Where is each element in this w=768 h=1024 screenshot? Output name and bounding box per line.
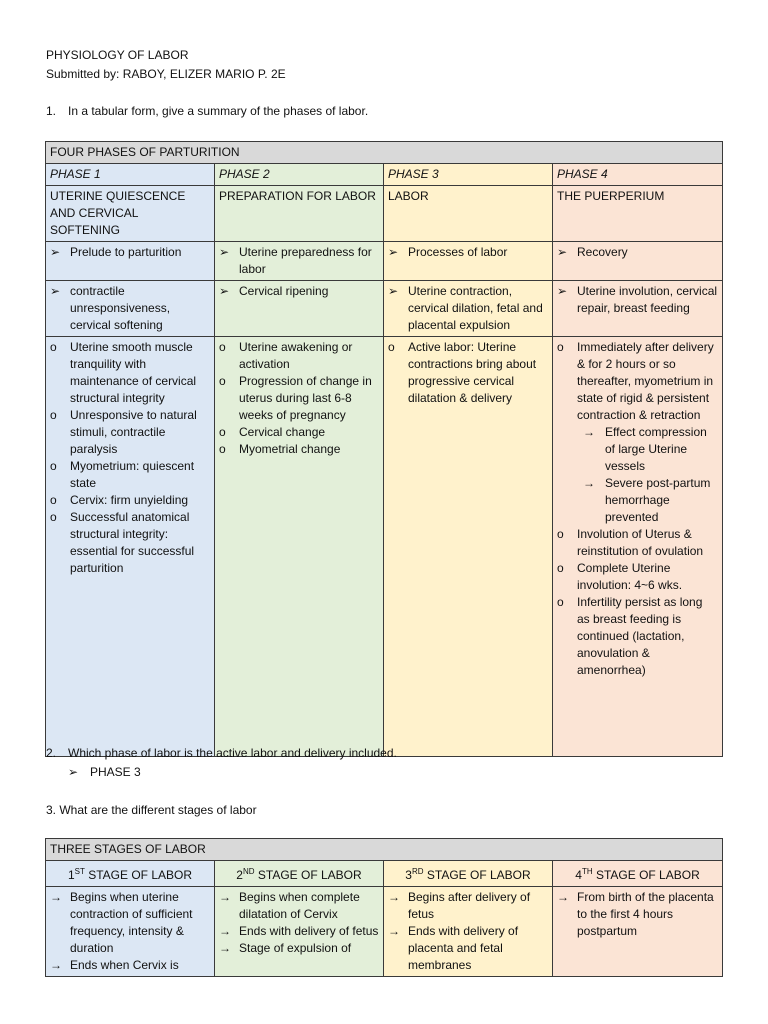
question-text: Which phase of labor is the active labor and delivery included. bbox=[68, 746, 397, 760]
phase-header: PHASE 2 bbox=[215, 164, 384, 186]
arrow-bullet-icon: → bbox=[219, 924, 231, 938]
list-item: ➢ Uterine preparedness for labor bbox=[219, 245, 372, 276]
arrowhead-bullet-icon: ➢ bbox=[219, 245, 230, 259]
stage-header: 4TH STAGE OF LABOR bbox=[553, 861, 723, 887]
list-item: ➢ Cervical ripening bbox=[219, 284, 329, 298]
list-item: ➢ Uterine contraction, cervical dilation, fetal and placental expulsion bbox=[388, 284, 543, 332]
circle-bullet-icon: o bbox=[557, 340, 564, 354]
phase-1-details bbox=[46, 337, 215, 757]
phase-4-details bbox=[553, 337, 723, 757]
phase-name: LABOR bbox=[384, 186, 553, 242]
stages-table-title: THREE STAGES OF LABOR bbox=[46, 839, 723, 861]
arrow-bullet-icon: → bbox=[388, 890, 400, 904]
list-item: → Begins when complete dilatation of Cervix bbox=[219, 890, 360, 921]
arrow-bullet-icon: → bbox=[219, 941, 231, 955]
arrowhead-bullet-icon: ➢ bbox=[557, 284, 568, 298]
stage-header: 2ND STAGE OF LABOR bbox=[215, 861, 384, 887]
circle-bullet-icon: o bbox=[219, 374, 226, 388]
answer-2 bbox=[68, 765, 141, 779]
phase-header: PHASE 3 bbox=[384, 164, 553, 186]
phases-table bbox=[45, 141, 723, 757]
list-item: ➢ contractile unresponsiveness, cervical softening bbox=[50, 284, 171, 332]
circle-bullet-icon: o bbox=[557, 595, 564, 609]
list-item: o Myometrium: quiescent state bbox=[50, 459, 195, 490]
phase-name: THE PUERPERIUM bbox=[553, 186, 723, 242]
circle-bullet-icon: o bbox=[388, 340, 395, 354]
list-item: ➢ Recovery bbox=[557, 245, 628, 259]
list-item: o Myometrial change bbox=[219, 442, 341, 456]
list-item: o Progression of change in uterus during last 6-8 weeks of pregnancy bbox=[219, 374, 372, 422]
circle-bullet-icon: o bbox=[50, 340, 57, 354]
question-text: What are the different stages of labor bbox=[59, 803, 257, 817]
list-item: ➢ Prelude to parturition bbox=[50, 245, 182, 259]
arrowhead-bullet-icon: ➢ bbox=[219, 284, 230, 298]
question-number: 2. bbox=[46, 746, 57, 760]
arrow-bullet-icon: → bbox=[583, 476, 595, 490]
list-item: o Involution of Uterus & reinstitution of ovulation bbox=[557, 527, 704, 558]
list-item: o Unresponsive to natural stimuli, contractile paralysis bbox=[50, 408, 197, 456]
list-item: → Effect compression of large Uterine vessels bbox=[583, 425, 707, 473]
stage-3-details bbox=[384, 887, 553, 977]
arrow-bullet-icon: → bbox=[50, 958, 62, 972]
document-title: PHYSIOLOGY OF LABOR bbox=[46, 48, 189, 62]
list-item: o Successful anatomical structural integrity: essential for successful parturition bbox=[50, 510, 195, 575]
arrow-bullet-icon: → bbox=[557, 890, 569, 904]
list-item: o Uterine awakening or activation bbox=[219, 340, 353, 371]
phase-name: UTERINE QUIESCENCE AND CERVICAL SOFTENING bbox=[46, 186, 215, 242]
phases-table-title: FOUR PHASES OF PARTURITION bbox=[46, 142, 723, 164]
stage-4-details bbox=[553, 887, 723, 977]
arrow-bullet-icon: → bbox=[219, 890, 231, 904]
circle-bullet-icon: o bbox=[219, 425, 226, 439]
list-item: ➢ Processes of labor bbox=[388, 245, 508, 259]
list-item: → Ends with delivery of placenta and fetal membranes bbox=[388, 924, 519, 972]
arrow-bullet-icon: → bbox=[50, 890, 62, 904]
circle-bullet-icon: o bbox=[557, 527, 564, 541]
stage-header: 1ST STAGE OF LABOR bbox=[46, 861, 215, 887]
question-text: In a tabular form, give a summary of the phases of labor. bbox=[68, 104, 369, 118]
arrowhead-bullet-icon: ➢ bbox=[68, 765, 79, 779]
list-item: o Cervix: firm unyielding bbox=[50, 493, 189, 507]
question-1 bbox=[46, 104, 368, 118]
phase-name: PREPARATION FOR LABOR bbox=[215, 186, 384, 242]
question-number: 1. bbox=[46, 104, 57, 118]
list-item: → From birth of the placenta to the first 4 hours postpartum bbox=[557, 890, 714, 938]
circle-bullet-icon: o bbox=[50, 510, 57, 524]
list-item: o Cervical change bbox=[219, 425, 326, 439]
list-item: ➢ Uterine involution, cervical repair, breast feeding bbox=[557, 284, 718, 315]
arrowhead-bullet-icon: ➢ bbox=[557, 245, 568, 259]
stages-table bbox=[45, 838, 723, 977]
list-item: o Uterine smooth muscle tranquility with maintenance of cervical structural integrity bbox=[50, 340, 197, 405]
list-item: → Ends when Cervix is bbox=[50, 958, 179, 972]
circle-bullet-icon: o bbox=[557, 561, 564, 575]
phase-3-details bbox=[384, 337, 553, 757]
list-item: → Ends with delivery of fetus bbox=[219, 924, 379, 938]
list-item: o Active labor: Uterine contractions bring about progressive cervical dilatation & delivery bbox=[388, 340, 537, 405]
arrowhead-bullet-icon: ➢ bbox=[388, 245, 399, 259]
arrow-bullet-icon: → bbox=[388, 924, 400, 938]
stage-header: 3RD STAGE OF LABOR bbox=[384, 861, 553, 887]
circle-bullet-icon: o bbox=[50, 408, 57, 422]
circle-bullet-icon: o bbox=[50, 459, 57, 473]
list-item: o Infertility persist as long as breast feeding is continued (lactation, anovulation & amenorrhea) bbox=[557, 595, 703, 677]
arrow-bullet-icon: → bbox=[583, 425, 595, 439]
answer-text: PHASE 3 bbox=[90, 765, 141, 779]
list-item: → Begins when uterine contraction of sufficient frequency, intensity & duration bbox=[50, 890, 193, 955]
list-item: o Immediately after delivery & for 2 hours or so thereafter, myometrium in state of rigid & persistent contraction & retraction → Effect compression of large Uterine vessels → Severe post-partum hemorrhage prevented bbox=[557, 339, 718, 526]
arrowhead-bullet-icon: ➢ bbox=[50, 245, 61, 259]
circle-bullet-icon: o bbox=[219, 340, 226, 354]
stage-1-details bbox=[46, 887, 215, 977]
list-item: → Severe post-partum hemorrhage prevented bbox=[583, 476, 711, 524]
question-3 bbox=[46, 803, 257, 817]
phase-header: PHASE 4 bbox=[553, 164, 723, 186]
phase-2-details bbox=[215, 337, 384, 757]
question-2 bbox=[46, 746, 397, 760]
submitted-by: Submitted by: RABOY, ELIZER MARIO P. 2E bbox=[46, 67, 286, 81]
question-number: 3. bbox=[46, 803, 57, 817]
stage-2-details bbox=[215, 887, 384, 977]
arrowhead-bullet-icon: ➢ bbox=[50, 284, 61, 298]
circle-bullet-icon: o bbox=[219, 442, 226, 456]
list-item: → Stage of expulsion of bbox=[219, 941, 352, 955]
phase-header: PHASE 1 bbox=[46, 164, 215, 186]
arrowhead-bullet-icon: ➢ bbox=[388, 284, 399, 298]
circle-bullet-icon: o bbox=[50, 493, 57, 507]
list-item: o Complete Uterine involution: 4~6 wks. bbox=[557, 561, 683, 592]
list-item: → Begins after delivery of fetus bbox=[388, 890, 531, 921]
